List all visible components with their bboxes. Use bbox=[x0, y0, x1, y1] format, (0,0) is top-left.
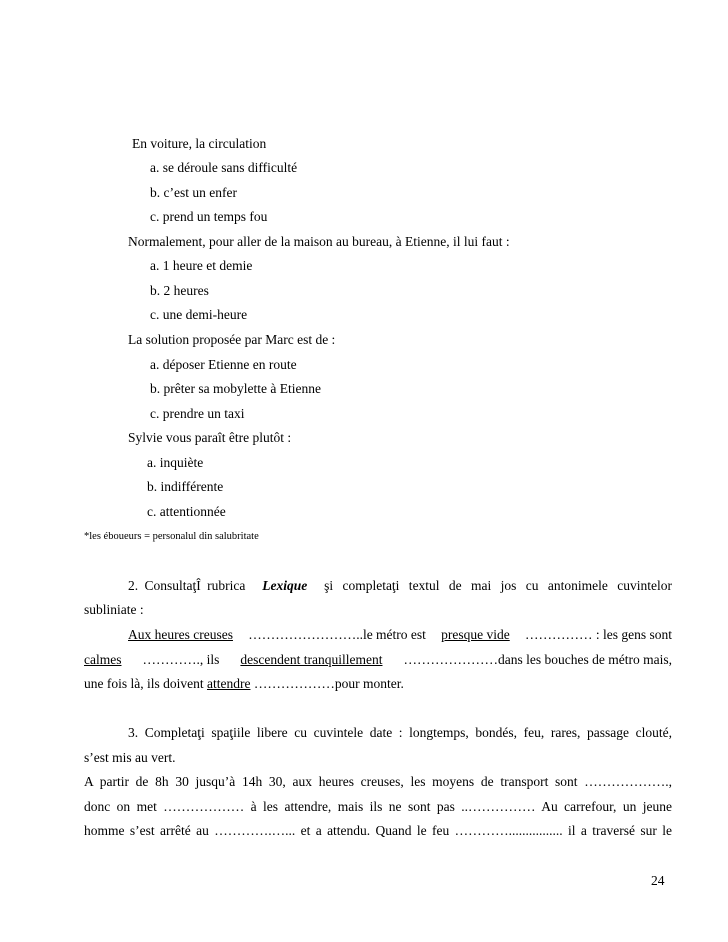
blank-4: …………………dans les bouches de métro mais, bbox=[403, 652, 672, 667]
question-3-stem: La solution proposée par Marc est de : bbox=[128, 332, 336, 347]
question-2-option-b: b. 2 heures bbox=[150, 283, 209, 298]
question-4-option-a: a. inquiète bbox=[147, 455, 204, 470]
question-1-stem: En voiture, la circulation bbox=[132, 136, 267, 151]
exercise-2-intro bbox=[128, 578, 672, 594]
exercise-2-text-line-3 bbox=[84, 676, 404, 692]
antonym-target-heures-creuses: Aux heures creuses bbox=[128, 627, 233, 642]
question-2-option-c: c. une demi-heure bbox=[150, 307, 248, 322]
question-1-option-c: c. prend un temps fou bbox=[150, 209, 268, 224]
exercise-2-text-line-1 bbox=[128, 627, 672, 643]
exercise-2-line-3-start: une fois là, ils doivent bbox=[84, 676, 204, 691]
antonym-target-calmes: calmes bbox=[84, 652, 122, 667]
exercise-3-instruction-continued: s’est mis au vert. bbox=[84, 750, 176, 765]
question-4-stem: Sylvie vous paraît être plutôt : bbox=[128, 430, 292, 445]
question-4-option-c: c. attentionnée bbox=[147, 504, 226, 519]
blank-2: …………… : les gens sont bbox=[524, 627, 672, 642]
exercise-3-text-line-2: donc on met ……………… à les attendre, mais ils ne sont pas ..…………… Au carrefour, un jeune bbox=[84, 799, 672, 814]
blank-3: …………., ils bbox=[142, 652, 220, 667]
blank-1: ……………………..le métro est bbox=[248, 627, 426, 642]
footnote: *les éboueurs = personalul din salubritate bbox=[84, 531, 259, 542]
question-2-stem: Normalement, pour aller de la maison au bureau, à Etienne, il lui faut : bbox=[128, 234, 510, 249]
question-3-option-a: a. déposer Etienne en route bbox=[150, 357, 297, 372]
exercise-3-instruction: 3. Completaţi spaţiile libere cu cuvintele date : longtemps, bondés, feu, rares, passage clouté, bbox=[128, 725, 672, 740]
page-number: 24 bbox=[651, 873, 665, 888]
exercise-2-intro-start: 2. ConsultaţÎ rubrica bbox=[128, 578, 246, 593]
exercise-2-intro-end: şi completaţi textul de mai jos cu antonimele cuvintelor bbox=[324, 578, 672, 593]
blank-5: ………………pour monter. bbox=[253, 676, 404, 691]
exercise-2-keyword: Lexique bbox=[262, 578, 308, 593]
exercise-3-text-line-1: A partir de 8h 30 jusqu’à 14h 30, aux heures creuses, les moyens de transport sont ………………., bbox=[84, 774, 672, 789]
antonym-target-attendre: attendre bbox=[206, 676, 251, 691]
exercise-2-text-line-2 bbox=[84, 652, 672, 668]
antonym-target-descendent-tranquillement: descendent tranquillement bbox=[240, 652, 383, 667]
antonym-target-presque-vide: presque vide bbox=[441, 627, 510, 642]
question-1-option-b: b. c’est un enfer bbox=[150, 185, 237, 200]
exercise-2-intro-continued: subliniate : bbox=[84, 602, 144, 617]
question-3-option-b: b. prêter sa mobylette à Etienne bbox=[150, 381, 321, 396]
question-4-option-b: b. indifférente bbox=[147, 479, 224, 494]
exercise-3-text-line-3: homme s’est arrêté au ………….…... et a attendu. Quand le feu …………................ il a traversé sur le bbox=[84, 823, 672, 838]
question-1-option-a: a. se déroule sans difficulté bbox=[150, 160, 298, 175]
question-3-option-c: c. prendre un taxi bbox=[150, 406, 245, 421]
question-2-option-a: a. 1 heure et demie bbox=[150, 258, 253, 273]
